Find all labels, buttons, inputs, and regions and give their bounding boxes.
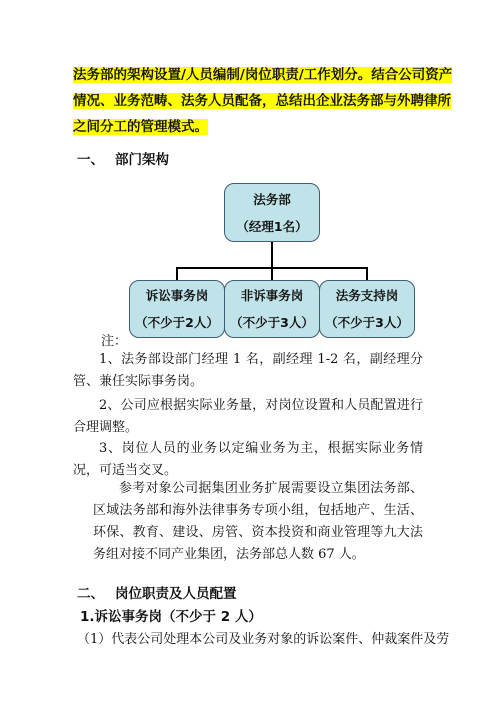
org-connector-vertical <box>271 242 273 268</box>
org-node-legal-support <box>319 280 415 338</box>
org-connector-middle <box>271 267 273 280</box>
note-item-3: 3、岗位人员的业务以定编业务为主，根据实际业务情况，可适当交叉。 <box>73 441 423 478</box>
org-node-litigation <box>129 280 225 338</box>
org-node-non-litigation <box>224 280 320 338</box>
org-connector-right <box>366 267 368 280</box>
section2-number: 二、 <box>77 586 104 602</box>
section2-title: 岗位职责及人员配置 <box>115 586 237 602</box>
intro-paragraph <box>73 62 453 140</box>
notes-label: 注： <box>101 334 128 349</box>
org-node-litigation-name: 诉讼事务岗 <box>145 288 209 303</box>
section1-number: 一、 <box>77 152 104 168</box>
reference-paragraph: 参考对象公司据集团业务扩展需要设立集团法务部、区域法务部和海外法律事务专项小组，包括地产、生活、环保、教育、建设、房管、资本投资和商业管理等九大法务组对接不同产业集团，法务部总人数 67 人。 <box>93 481 423 562</box>
org-node-legal-support-name: 法务支持岗 <box>335 288 399 303</box>
subsection-title: 1.诉讼事务岗（不少于 2 人） <box>80 609 262 625</box>
section1-heading <box>77 148 169 168</box>
org-node-legal-dept <box>224 183 320 242</box>
section1-title: 部门架构 <box>115 152 169 168</box>
org-node-legal-dept-sub: （经理1名） <box>236 218 308 234</box>
section2-heading <box>77 582 237 602</box>
org-node-legal-support-sub: （不少于3人） <box>325 315 409 330</box>
org-node-legal-dept-name: 法务部 <box>253 191 291 207</box>
note-item-2: 2、公司应根据实际业务量，对岗位设置和人员配置进行合理调整。 <box>73 398 423 435</box>
body-line-1: （1）代表公司处理本公司及业务对象的诉讼案件、仲裁案件及劳 <box>77 632 450 647</box>
org-node-litigation-sub: （不少于2人） <box>135 315 219 330</box>
org-connector-left <box>176 267 178 280</box>
intro-highlight: 法务部的架构设置/人员编制/岗位职责/工作划分。结合公司资产情况、业务范畴、法务人员配备，总结出企业法务部与外聘律所之间分工的管理模式。 <box>73 67 453 135</box>
org-node-non-litigation-name: 非诉事务岗 <box>240 288 304 303</box>
note-item-1: 1、法务部设部门经理 1 名，副经理 1-2 名，副经理分管、兼任实际事务岗。 <box>73 352 423 389</box>
org-node-non-litigation-sub: （不少于3人） <box>230 315 314 330</box>
